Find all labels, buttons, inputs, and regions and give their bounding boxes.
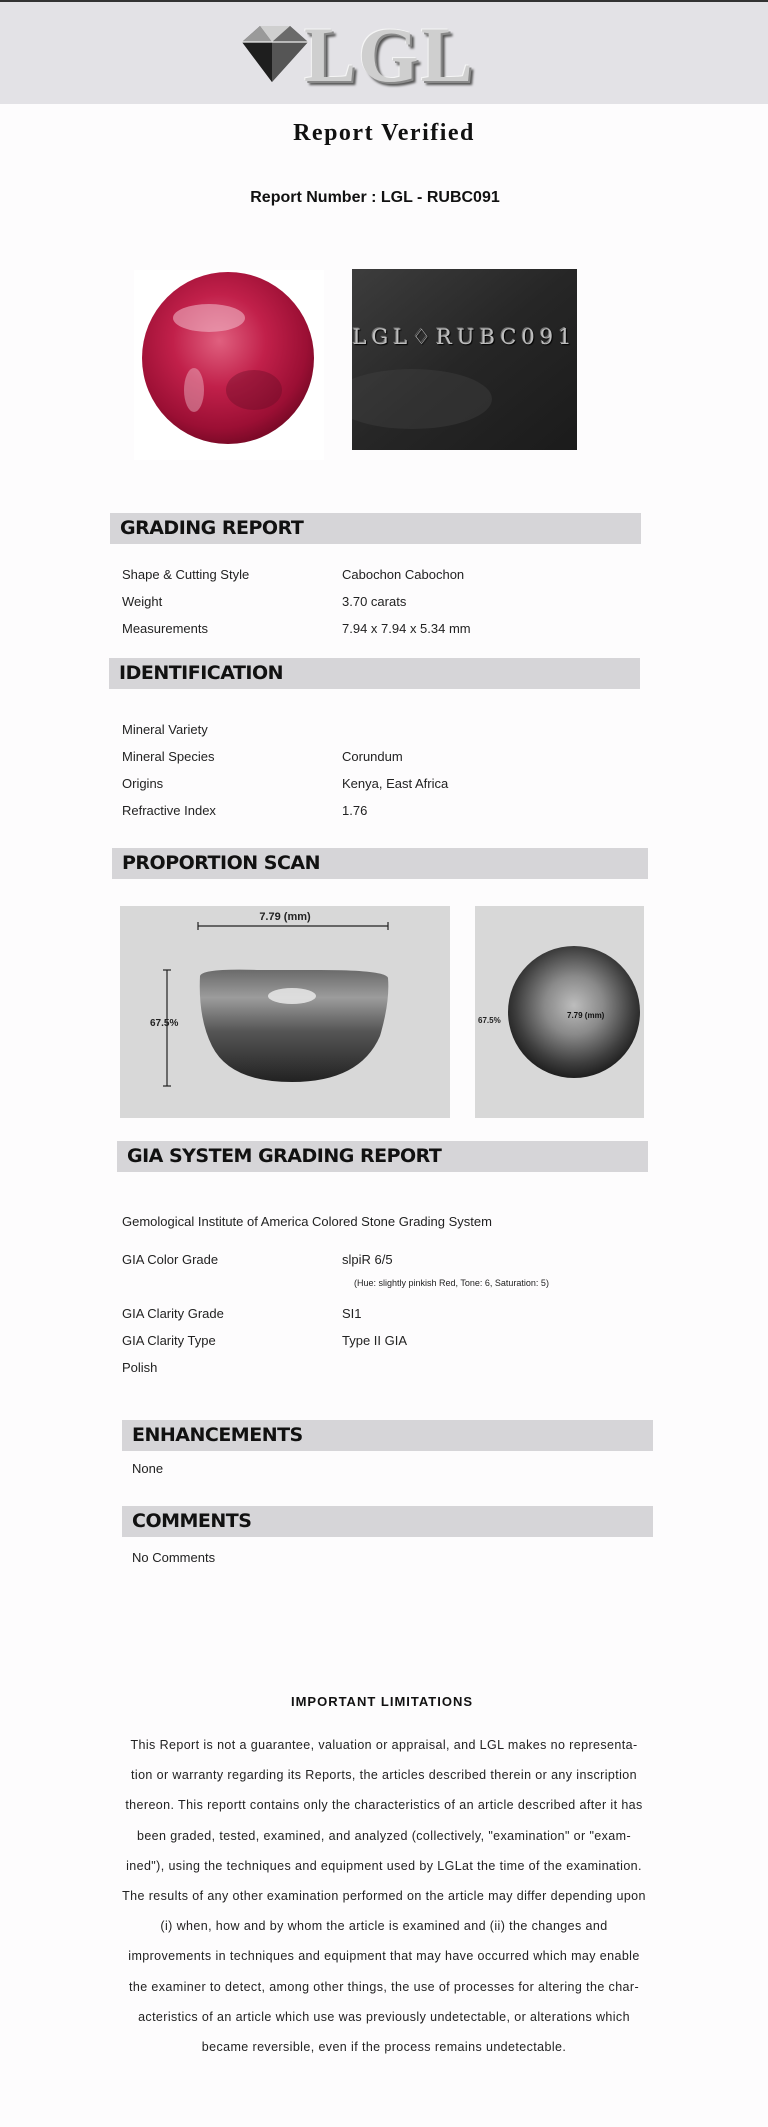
row-label: GIA Clarity Type xyxy=(122,1333,216,1348)
row-label: Origins xyxy=(122,776,164,791)
enhancements-value: None xyxy=(132,1461,164,1476)
top-width-label: 7.79 (mm) xyxy=(567,1011,605,1020)
section-header-grading-report: GRADING REPORT xyxy=(110,513,641,544)
section-header-identification: IDENTIFICATION xyxy=(109,658,640,689)
row-value: Cabochon Cabochon xyxy=(342,567,465,582)
row-value: 3.70 carats xyxy=(342,594,407,609)
row-label: Polish xyxy=(122,1360,158,1375)
lgl-logo xyxy=(232,11,492,98)
side-width-label: 7.79 (mm) xyxy=(259,911,311,923)
report-number: Report Number : LGL - RUBC091 xyxy=(250,189,500,206)
row-value: slpiR 6/5 xyxy=(342,1252,393,1267)
row-value: SI1 xyxy=(342,1306,362,1321)
row-label: Mineral Species xyxy=(122,749,215,764)
row-value: Type II GIA xyxy=(342,1333,408,1348)
diamond-icon xyxy=(232,20,312,90)
inscription-photo xyxy=(352,269,577,450)
comments-value: No Comments xyxy=(132,1550,216,1565)
section-header-enhancements: ENHANCEMENTS xyxy=(122,1420,653,1451)
side-depth-label: 67.5% xyxy=(150,1018,179,1029)
limitations-heading: IMPORTANT LIMITATIONS xyxy=(290,1694,474,1709)
row-label: Measurements xyxy=(122,621,208,636)
top-depth-label: 67.5% xyxy=(478,1016,501,1025)
page-title: Report Verified xyxy=(293,120,475,146)
logo-text: LGL xyxy=(304,11,475,98)
limitations-text: This Report is not a guarantee, valuation or appraisal, and LGL makes no representa- tion or warranty regarding its Reports, the articles described therein or any inscription thereon. This reportt contains only the characteristics of an article described after it has been graded, tested, examined, and analyzed (collectively, "examination" or "exam- ined"), using the techniques and equipment used by LGLat the time of the examination. The results of any other examination performed on the article may differ depending upon (i) when, how and by whom the article is examined and (ii) the changes and improvements in techniques and equipment that may have occurred which may enable the examiner to detect, among other things, the use of processes for altering the char- acteristics of an article which use was previously undetectable, or alterations which became reversible, even if the process remains undetectable. xyxy=(122,1738,646,2055)
row-label: Refractive Index xyxy=(122,803,216,818)
row-value: Kenya, East Africa xyxy=(342,776,449,791)
header-banner xyxy=(0,0,768,104)
laser-inscription: LGL♢RUBC091 xyxy=(352,325,577,349)
gia-intro: Gemological Institute of America Colored Stone Grading System xyxy=(122,1214,492,1229)
section-header-gia-system: GIA SYSTEM GRADING REPORT xyxy=(117,1141,648,1172)
gemstone-photo xyxy=(134,270,324,460)
row-value: 1.76 xyxy=(342,803,368,818)
row-label: Mineral Variety xyxy=(122,722,208,737)
proportion-top-view xyxy=(475,906,644,1118)
row-label: Shape & Cutting Style xyxy=(122,567,250,582)
row-label: GIA Color Grade xyxy=(122,1252,219,1267)
color-note: (Hue: slightly pinkish Red, Tone: 6, Saturation: 5) xyxy=(354,1278,549,1288)
row-label: GIA Clarity Grade xyxy=(122,1306,224,1321)
proportion-side-view xyxy=(120,906,450,1118)
section-header-proportion-scan: PROPORTION SCAN xyxy=(112,848,648,879)
row-label: Weight xyxy=(122,594,163,609)
row-value: Corundum xyxy=(342,749,403,764)
row-value: 7.94 x 7.94 x 5.34 mm xyxy=(342,621,471,636)
section-header-comments: COMMENTS xyxy=(122,1506,653,1537)
